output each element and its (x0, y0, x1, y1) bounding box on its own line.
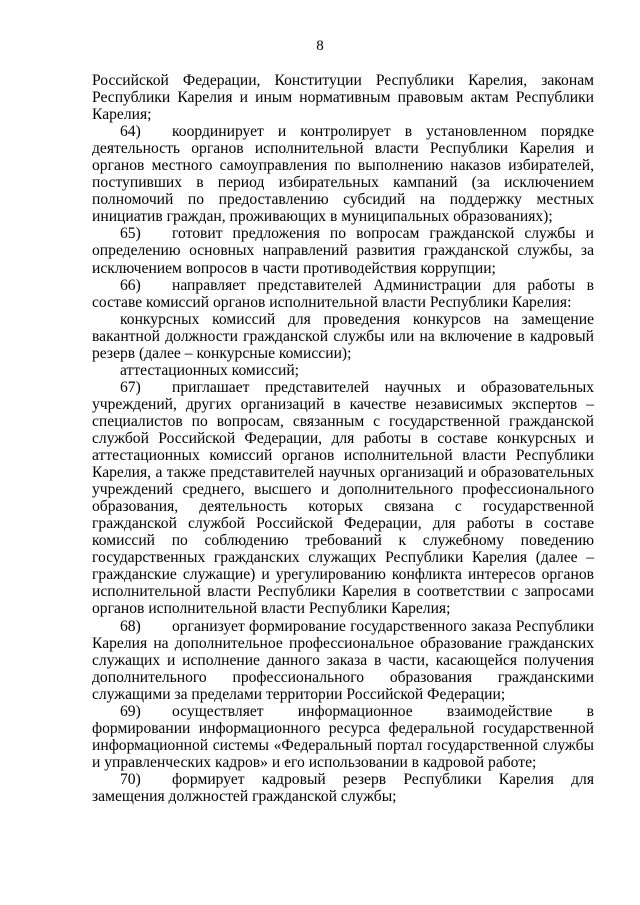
paragraph-text: готовит предложения по вопросам гражданской службы и определению основных направлений развития гражданской службы, за исключением вопросов в части противодействия коррупции; (92, 225, 594, 277)
paragraph-text: приглашает представителей научных и образовательных учреждений, других организаций в качестве независимых экспертов – специалистов по вопросам, связанным с государственной гражданской службой Российской Федерации, для работы в составе конкурсных и аттестационных комиссий органов исполнительной власти Республики Карелия, а также представителей научных организаций и образовательных учреждений среднего, высшего и дополнительного профессионального образования, деятельность которых связана с государственной гражданской службой Российской Федерации, для работы в составе комиссий по соблюдению требований к служебному поведению государственных гражданских служащих Республики Карелия (далее – гражданские служащие) и урегулированию конфликта интересов органов исполнительной власти Республики Карелия в соответствии с запросами органов исполнительной власти Республики Карелия; (92, 378, 594, 618)
paragraph-text: координирует и контролирует в установленном порядке деятельность органов исполнительной власти Республики Карелия и органов местного самоуправления по выполнению наказов избирателей, поступивших в период избирательных кампаний (за исключением полномочий по предоставлению субсидий на поддержку местных инициатив граждан, проживающих в муниципальных образованиях); (92, 123, 594, 226)
list-item-68 (92, 618, 594, 703)
list-item-64 (92, 123, 594, 225)
item-number: 68) (120, 617, 141, 635)
paragraph-text: конкурсных комиссий для проведения конкурсов на замещение вакантной должности гражданской службы или на включение в кадровый резерв (далее – конкурсные комиссии); (92, 310, 594, 362)
list-item-66 (92, 277, 594, 311)
paragraph-text: Российской Федерации, Конституции Республики Карелия, законам Республики Карелия и иным нормативным правовым актам Республики Карелия; (92, 72, 594, 124)
list-item-69 (92, 703, 594, 771)
item-number: 65) (120, 225, 141, 243)
document-body (92, 72, 594, 805)
item-number: 69) (120, 702, 141, 720)
paragraph-text: организует формирование государственного заказа Республики Карелия на дополнительное профессиональное образование гражданских служащих и исполнение данного заказа в части, касающейся получения дополнительного профессионального образования гражданскими служащими за пределами территории Российской Федерации; (92, 617, 594, 703)
paragraph-text: направляет представителей Администрации для работы в составе комиссий органов исполнительной власти Республики Карелия: (92, 276, 594, 311)
paragraph-text: осуществляет информационное взаимодействие в формировании информационного ресурса федеральной государственной информационной системы «Федеральный портал государственной службы и управленческих кадров» и его использовании в кадровой работе; (92, 702, 594, 771)
paragraph-continuation (92, 72, 594, 123)
sub-item-competition-commissions (92, 311, 594, 362)
item-number: 67) (120, 378, 141, 396)
list-item-70 (92, 771, 594, 805)
item-number: 64) (120, 123, 141, 141)
paragraph-text: аттестационных комиссий; (120, 361, 300, 379)
page-number: 8 (316, 38, 324, 54)
item-number: 66) (120, 276, 141, 294)
list-item-67 (92, 379, 594, 618)
list-item-65 (92, 225, 594, 276)
sub-item-attestation-commissions (92, 362, 594, 379)
item-number: 70) (120, 770, 141, 788)
paragraph-text: формирует кадровый резерв Республики Карелия для замещения должностей гражданской службы; (92, 770, 594, 805)
